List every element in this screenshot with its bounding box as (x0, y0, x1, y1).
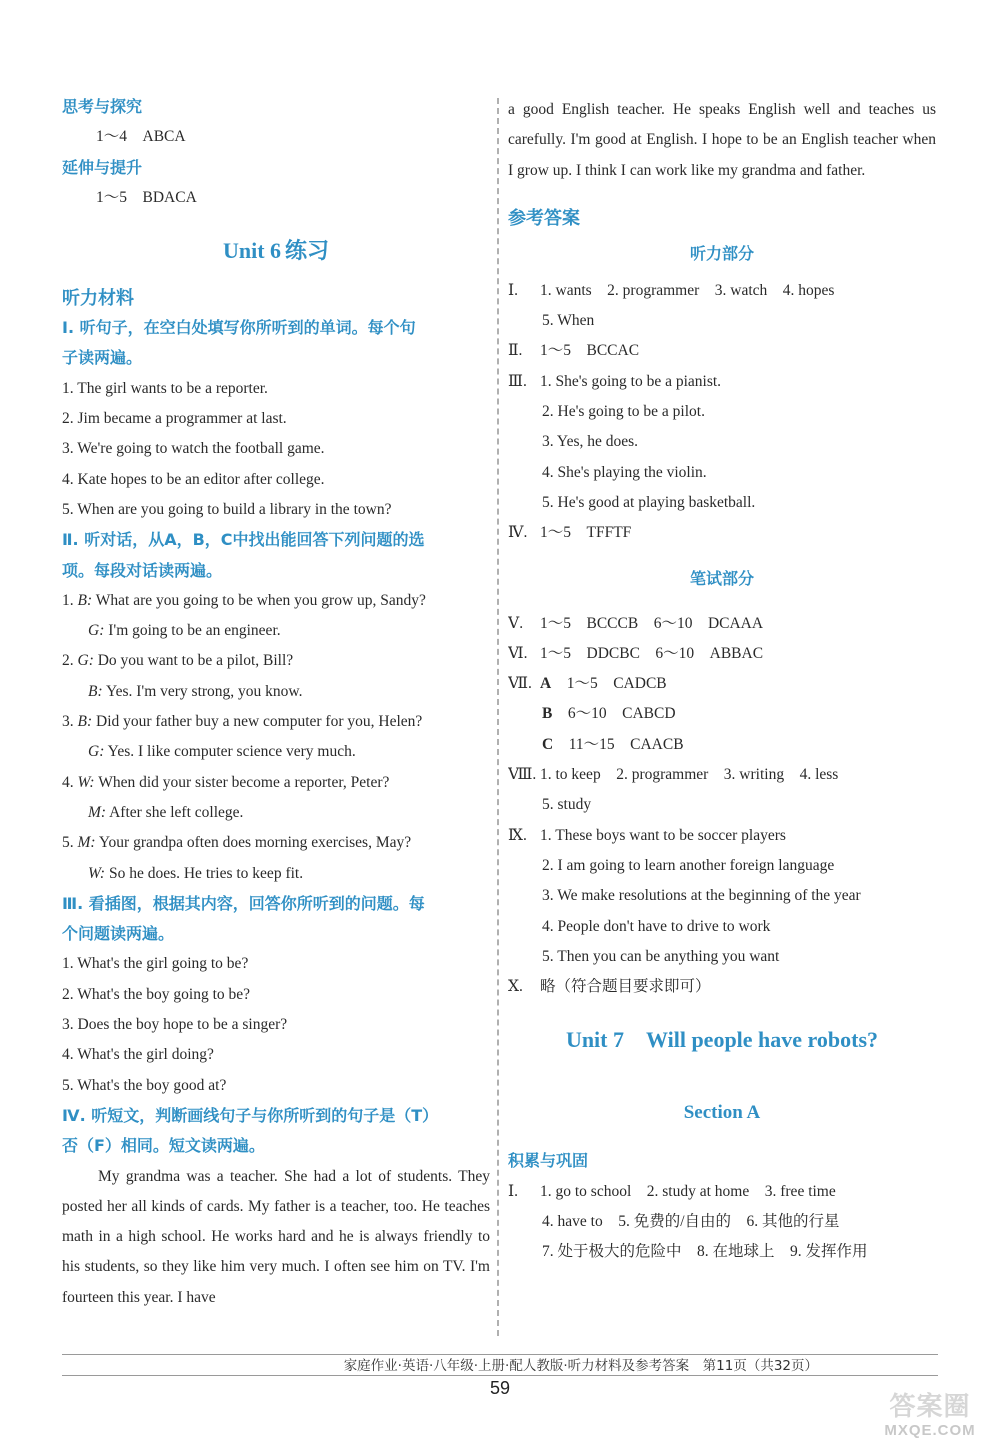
dialogue-4: 4. W: When did your sister become a reporter, Peter? M: After she left college. (62, 773, 390, 821)
extend-heading: 延伸与提升 (62, 157, 143, 177)
list-item: 4. She's playing the violin. (542, 463, 707, 481)
list-item: 2. Jim became a programmer at last. (62, 410, 287, 428)
answer-row-7a: Ⅶ. A 1～5 CADCB (508, 675, 667, 693)
listening-material-heading: 听力材料 (62, 288, 134, 310)
unit7-title: Unit 7 Will people have robots? (565, 1027, 879, 1053)
section-a-title: Section A (683, 1102, 761, 1124)
list-item: 4. People don't have to drive to work (542, 917, 771, 935)
think-heading: 思考与探究 (62, 97, 143, 116)
sec1-heading-line2: 子读两遍。 (62, 348, 143, 368)
sec1-heading-line1: Ⅰ. 听句子，在空白处填写你所听到的单词。每个句 (62, 318, 416, 338)
list-item: 5. What's the boy good at? (62, 1076, 227, 1094)
sec3-heading-line1: Ⅲ. 看插图，根据其内容，回答你所听到的问题。每 (62, 893, 425, 913)
answer-row-3: Ⅲ. 1. She's going to be a pianist. (508, 372, 722, 390)
list-item: 2. What's the boy going to be? (62, 985, 251, 1003)
dialogue-1: 1. B: What are you going to be when you grow up, Sandy? G: I'm going to be an engineer. (62, 591, 426, 640)
answer-row-9: Ⅸ. 1. These boys want to be soccer players (508, 826, 786, 844)
list-item: 2. I am going to learn another foreign language (542, 856, 835, 874)
think-answer: 1～4 ABCA (96, 128, 186, 146)
list-item: 3. Does the boy hope to be a singer? (62, 1016, 288, 1034)
sec4-heading-line2: 否（F）相同。短文读两遍。 (62, 1136, 265, 1156)
list-item: 5. Then you can be anything you want (542, 947, 780, 965)
unit6-title: Unit 6 练习 (222, 238, 330, 264)
answer-row-1b: 5. When (542, 312, 595, 330)
dialogue-2: 2. G: Do you want to be a pilot, Bill? B: Yes. I'm very strong, you know. (62, 652, 303, 700)
listening-part-heading: 听力部分 (689, 243, 754, 263)
list-item: 5. He's good at playing basketball. (542, 493, 756, 511)
watermark (870, 1392, 990, 1439)
answer-row-7c: C 11～15 CAACB (542, 735, 684, 753)
sec4-passage: My grandma was a teacher. She had a lot of students. They posted her all kinds of cards. My father is a teacher, too. He teaches math in a high school. He works hard and he is always friendly to his students, so they like him very much. I often see him on TV. I'm fourteen this year. I have (62, 1167, 490, 1306)
sec3-heading-line2: 个问题读两遍。 (62, 924, 175, 944)
answer-row-4: Ⅳ. 1～5 TFFTF (508, 524, 632, 542)
list-item: 4. What's the girl doing? (62, 1046, 214, 1064)
list-item: 3. We're going to watch the football game. (62, 440, 325, 458)
page-number: 59 (489, 1378, 511, 1398)
dialogue-3: 3. B: Did your father buy a new computer for you, Helen? G: Yes. I like computer science very much. (62, 713, 423, 761)
list-item: 1. What's the girl going to be? (62, 955, 249, 973)
answers-heading: 参考答案 (508, 207, 580, 229)
sec4-heading-line1: Ⅳ. 听短文，判断画线句子与你所听到的句子是（T） (62, 1105, 439, 1125)
list-item: 1. The girl wants to be a reporter. (62, 379, 268, 397)
footer-bar: 家庭作业·英语·八年级·上册·配人教版·听力材料及参考答案 第11页（共32页） (62, 1354, 938, 1376)
accum-row-1c: 7. 处于极大的危险中 8. 在地球上 9. 发挥作用 (542, 1243, 868, 1261)
column-divider (497, 98, 499, 1336)
accum-row-1: Ⅰ. 1. go to school 2. study at home 3. free time (508, 1182, 836, 1200)
answer-row-5: Ⅴ. 1～5 BCCCB 6～10 DCAAA (508, 614, 764, 632)
extend-answer: 1～5 BDACA (96, 188, 197, 206)
accumulation-heading: 积累与巩固 (508, 1151, 589, 1171)
answer-row-10: Ⅹ. 略（符合题目要求即可） (508, 978, 711, 996)
answer-row-8b: 5. study (542, 796, 592, 814)
answer-row-1: Ⅰ. 1. wants 2. programmer 3. watch 4. hopes (508, 281, 835, 299)
passage-continuation: a good English teacher. He speaks English well and teaches us carefully. I'm good at English. I hope to be an English teacher when I grow up. I think I can work like my grandma and father. (508, 101, 936, 179)
list-item: 2. He's going to be a pilot. (542, 403, 705, 421)
dialogue-5: 5. M: Your grandpa often does morning exercises, May? W: So he does. He tries to keep fit. (62, 834, 412, 882)
watermark-text: MXQE.COM (884, 1422, 976, 1439)
left-column (62, 92, 490, 1313)
sec2-heading-line2: 项。每段对话读两遍。 (62, 560, 223, 580)
right-column (508, 92, 936, 1268)
answer-row-7b: B 6～10 CABCD (542, 705, 676, 723)
list-item: 5. When are you going to build a library in the town? (62, 500, 392, 518)
list-item: 3. We make resolutions at the beginning of the year (542, 887, 861, 905)
list-item: 4. Kate hopes to be an editor after college. (62, 470, 325, 488)
accum-row-1b: 4. have to 5. 免费的/自由的 6. 其他的行星 (542, 1213, 840, 1231)
watermark-logo: 答案圈 (889, 1392, 971, 1422)
answer-row-8: Ⅷ. 1. to keep 2. programmer 3. writing 4. less (508, 766, 839, 784)
list-item: 3. Yes, he does. (542, 433, 639, 451)
answer-row-6: Ⅵ. 1～5 DDCBC 6～10 ABBAC (508, 644, 764, 662)
answer-row-2: Ⅱ. 1～5 BCCAC (508, 342, 640, 360)
written-part-heading: 笔试部分 (689, 568, 754, 588)
sec2-heading-line1: Ⅱ. 听对话，从A，B，C中找出能回答下列问题的选 (62, 530, 425, 550)
